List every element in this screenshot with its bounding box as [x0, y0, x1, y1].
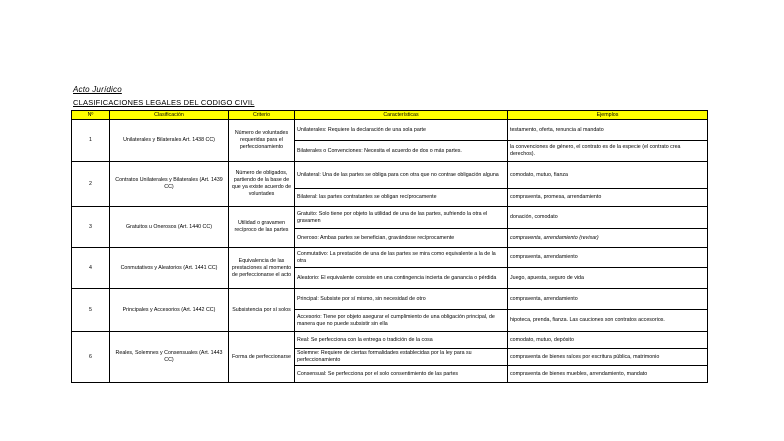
document-title: Acto Jurídico [73, 85, 122, 94]
row-clasificacion: Principales y Accesorios (Art. 1442 CC) [110, 289, 229, 332]
row-clasificacion: Gratuitos u Onerosos (Art. 1440 CC) [110, 207, 229, 248]
row-caracteristica: Consensual: Se perfecciona por el solo consentimiento de las partes [295, 366, 508, 383]
row-criterio: Utilidad o gravamen recíproco de las partes [229, 207, 295, 248]
row-criterio: Equivalencia de las prestaciones al momento de perfeccionarse el acto [229, 248, 295, 289]
row-caracteristica: Unilaterales: Requiere la declaración de una sola parte [295, 120, 508, 141]
row-ejemplo: Juego, apuesta, seguro de vida [508, 268, 708, 289]
row-criterio: Número de obligados, partiendo de la base de que ya existe acuerdo de voluntades [229, 162, 295, 207]
table-row [72, 248, 708, 268]
row-ejemplo: compraventa de bienes raíces por escritura pública, matrimonio [508, 349, 708, 366]
classification-table [71, 110, 708, 383]
row-ejemplo: hipoteca, prenda, fianza. Las cauciones son contratos accesorios. [508, 310, 708, 332]
row-clasificacion: Contratos Unilaterales y Bilaterales (Art. 1439 CC) [110, 162, 229, 207]
row-number: 5 [72, 289, 110, 332]
row-caracteristica: Gratuito: Solo tiene por objeto la utilidad de una de las partes, sufriendo la otra el gravamen [295, 207, 508, 229]
row-criterio: Forma de perfeccionarse [229, 332, 295, 383]
table-row [72, 120, 708, 141]
row-caracteristica: Bilateral: las partes contratantes se obligan recíprocamente [295, 189, 508, 207]
row-ejemplo: compraventa, arrendamiento (revisar) [508, 229, 708, 248]
header-ejemplos: Ejemplos [508, 111, 708, 120]
row-caracteristica: Solemne: Requiere de ciertas formalidades establecidas por la ley para su perfeccionamiento [295, 349, 508, 366]
row-caracteristica: Real: Se perfecciona con la entrega o tradición de la cosa [295, 332, 508, 349]
row-criterio: Número de voluntades requeridas para el perfeccionamiento [229, 120, 295, 162]
table-header-row [72, 111, 708, 120]
header-num: Nº [72, 111, 110, 120]
row-caracteristica: Bilaterales o Convenciones: Necesita el acuerdo de dos o más partes. [295, 141, 508, 162]
row-caracteristica: Principal: Subsiste por sí mismo, sin necesidad de otro [295, 289, 508, 310]
row-caracteristica: Conmutativo: La prestación de una de las partes se mira como equivalente a la de la otra [295, 248, 508, 268]
row-number: 6 [72, 332, 110, 383]
header-caracteristicas: Características [295, 111, 508, 120]
row-number: 4 [72, 248, 110, 289]
row-number: 3 [72, 207, 110, 248]
row-caracteristica: Aleatorio: El equivalente consiste en una contingencia incierta de ganancia o pérdida [295, 268, 508, 289]
row-ejemplo: compraventa de bienes muebles, arrendamiento, mandato [508, 366, 708, 383]
row-caracteristica: Unilateral: Una de las partes se obliga para con otra que no contrae obligación alguna [295, 162, 508, 189]
row-ejemplo: donación, comodato [508, 207, 708, 229]
row-number: 1 [72, 120, 110, 162]
row-clasificacion: Reales, Solemnes y Consensuales (Art. 1443 CC) [110, 332, 229, 383]
table-row [72, 332, 708, 349]
row-caracteristica: Oneroso: Ambas partes se benefician, gravándose recíprocamente [295, 229, 508, 248]
row-ejemplo: comodato, mutuo, fianza [508, 162, 708, 189]
row-ejemplo: compraventa, arrendamiento [508, 248, 708, 268]
row-criterio: Subsistencia por sí solos [229, 289, 295, 332]
document-subtitle: CLASIFICACIONES LEGALES DEL CODIGO CIVIL [73, 98, 255, 107]
row-ejemplo: compraventa, arrendamiento [508, 289, 708, 310]
table-row [72, 162, 708, 189]
header-clasificacion: Clasificación [110, 111, 229, 120]
row-clasificacion: Conmutativos y Aleatorios (Art. 1441 CC) [110, 248, 229, 289]
table-row [72, 207, 708, 229]
header-criterio: Criterio [229, 111, 295, 120]
row-ejemplo: testamento, oferta, renuncia al mandato [508, 120, 708, 141]
row-number: 2 [72, 162, 110, 207]
row-ejemplo: compraventa, promesa, arrendamiento [508, 189, 708, 207]
table-row [72, 289, 708, 310]
row-clasificacion: Unilaterales y Bilaterales Art. 1438 CC) [110, 120, 229, 162]
row-caracteristica: Accesorio: Tiene por objeto asegurar el cumplimiento de una obligación principal, de manera que no puede subsistir sin ella [295, 310, 508, 332]
row-ejemplo: comodato, mutuo, depósito [508, 332, 708, 349]
row-ejemplo: la convenciones de género, el contrato es de la especie (el contrato crea derechos). [508, 141, 708, 162]
